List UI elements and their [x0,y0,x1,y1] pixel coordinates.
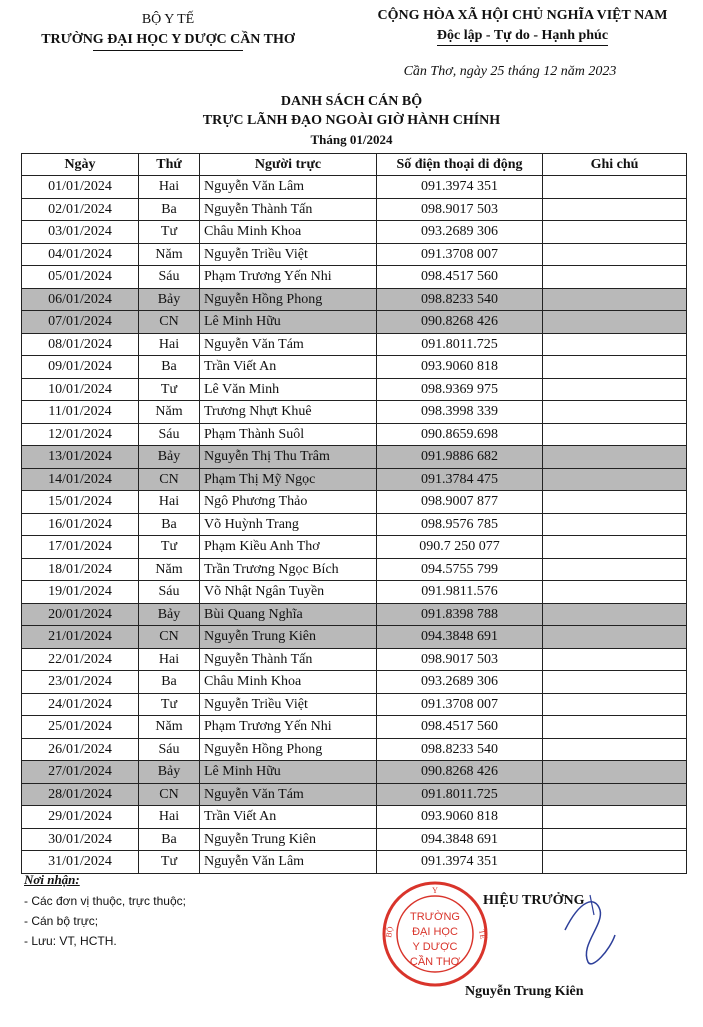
document-title: DANH SÁCH CÁN BỘ [280,94,423,109]
cell-weekday: Ba [139,828,200,851]
cell-phone: 091.3708 007 [377,243,543,266]
cell-person: Nguyễn Hồng Phong [200,288,377,311]
cell-weekday: Hai [139,333,200,356]
cell-date: 18/01/2024 [22,558,139,581]
issuer-block [18,12,318,51]
table-row [22,491,687,514]
cell-date: 30/01/2024 [22,828,139,851]
cell-phone: 098.9017 503 [377,648,543,671]
cell-weekday: Hai [139,176,200,199]
cell-note [543,513,687,536]
cell-person: Phạm Kiều Anh Thơ [200,536,377,559]
cell-date: 26/01/2024 [22,738,139,761]
cell-person: Lê Văn Minh [200,378,377,401]
cell-date: 24/01/2024 [22,693,139,716]
recipients-block [24,872,186,951]
cell-phone: 098.9017 503 [377,198,543,221]
national-motto: Độc lập - Tự do - Hạnh phúc [437,28,608,46]
cell-phone: 093.9060 818 [377,356,543,379]
cell-date: 11/01/2024 [22,401,139,424]
cell-date: 22/01/2024 [22,648,139,671]
cell-note [543,761,687,784]
cell-note [543,311,687,334]
cell-date: 20/01/2024 [22,603,139,626]
cell-date: 07/01/2024 [22,311,139,334]
table-row [22,243,687,266]
cell-note [543,558,687,581]
cell-date: 25/01/2024 [22,716,139,739]
cell-person: Châu Minh Khoa [200,671,377,694]
cell-date: 16/01/2024 [22,513,139,536]
cell-date: 28/01/2024 [22,783,139,806]
cell-person: Ngô Phương Thảo [200,491,377,514]
cell-phone: 093.2689 306 [377,221,543,244]
cell-weekday: Bảy [139,761,200,784]
table-row [22,221,687,244]
cell-person: Nguyễn Triều Việt [200,243,377,266]
cell-note [543,288,687,311]
nation-name: CỘNG HÒA XÃ HỘI CHỦ NGHĨA VIỆT NAM [377,8,668,23]
cell-phone: 090.8268 426 [377,761,543,784]
cell-date: 05/01/2024 [22,266,139,289]
table-row [22,693,687,716]
cell-weekday: Năm [139,558,200,581]
cell-person: Lê Minh Hữu [200,761,377,784]
ministry-name: BỘ Y TẾ [141,12,195,27]
cell-weekday: Ba [139,198,200,221]
seal-text-line: ĐẠI HỌC [412,926,458,938]
cell-note [543,176,687,199]
table-row [22,468,687,491]
cell-phone: 090.8268 426 [377,311,543,334]
cell-person: Nguyễn Trung Kiên [200,828,377,851]
cell-note [543,716,687,739]
cell-person: Nguyễn Văn Tám [200,333,377,356]
cell-weekday: Năm [139,243,200,266]
table-row [22,536,687,559]
cell-phone: 091.3974 351 [377,176,543,199]
cell-note [543,491,687,514]
cell-phone: 093.2689 306 [377,671,543,694]
duty-roster-table [21,153,687,874]
table-row [22,558,687,581]
cell-phone: 094.5755 799 [377,558,543,581]
table-row [22,288,687,311]
table-row [22,446,687,469]
cell-date: 13/01/2024 [22,446,139,469]
cell-weekday: Sáu [139,423,200,446]
cell-date: 27/01/2024 [22,761,139,784]
recipient-item: - Các đơn vị thuộc, trực thuộc; [24,894,186,908]
cell-phone: 091.9886 682 [377,446,543,469]
table-header-row [22,154,687,176]
cell-phone: 098.8233 540 [377,738,543,761]
cell-person: Nguyễn Văn Lâm [200,176,377,199]
cell-person: Phạm Thị Mỹ Ngọc [200,468,377,491]
cell-phone: 098.9576 785 [377,513,543,536]
cell-note [543,221,687,244]
cell-weekday: CN [139,783,200,806]
cell-weekday: Tư [139,851,200,874]
cell-note [543,626,687,649]
cell-weekday: Tư [139,693,200,716]
table-row [22,198,687,221]
cell-note [543,693,687,716]
cell-date: 03/01/2024 [22,221,139,244]
seal-ring-text: TẾ [477,928,488,940]
cell-person: Trần Viết An [200,356,377,379]
cell-person: Nguyễn Văn Lâm [200,851,377,874]
school-name: TRƯỜNG ĐẠI HỌC Y DƯỢC CẦN THƠ [41,32,295,47]
cell-note [543,581,687,604]
cell-person: Phạm Trương Yến Nhi [200,716,377,739]
cell-person: Phạm Trương Yến Nhi [200,266,377,289]
table-row [22,626,687,649]
cell-date: 21/01/2024 [22,626,139,649]
table-row [22,828,687,851]
cell-person: Võ Nhật Ngân Tuyền [200,581,377,604]
cell-weekday: Tư [139,221,200,244]
cell-phone: 093.9060 818 [377,806,543,829]
table-row [22,513,687,536]
cell-weekday: CN [139,311,200,334]
cell-person: Nguyễn Văn Tám [200,783,377,806]
cell-person: Bùi Quang Nghĩa [200,603,377,626]
cell-phone: 098.4517 560 [377,716,543,739]
col-header-date: Ngày [22,154,139,176]
table-row [22,176,687,199]
national-header [350,8,695,46]
cell-date: 02/01/2024 [22,198,139,221]
issue-date: Cần Thơ, ngày 25 tháng 12 năm 2023 [403,64,617,79]
cell-note [543,671,687,694]
cell-note [543,446,687,469]
col-header-weekday: Thứ [139,154,200,176]
cell-note [543,266,687,289]
table-row [22,603,687,626]
university-seal [381,880,489,988]
col-header-note: Ghi chú [543,154,687,176]
cell-date: 04/01/2024 [22,243,139,266]
table-row [22,423,687,446]
cell-person: Nguyễn Thành Tấn [200,648,377,671]
table-row [22,648,687,671]
col-header-person: Người trực [200,154,377,176]
cell-note [543,738,687,761]
cell-date: 19/01/2024 [22,581,139,604]
cell-date: 01/01/2024 [22,176,139,199]
cell-phone: 098.4517 560 [377,266,543,289]
cell-note [543,536,687,559]
cell-phone: 091.8011.725 [377,333,543,356]
recipient-item: - Lưu: VT, HCTH. [24,934,117,948]
cell-weekday: Hai [139,491,200,514]
cell-note [543,648,687,671]
cell-date: 12/01/2024 [22,423,139,446]
cell-note [543,603,687,626]
cell-date: 14/01/2024 [22,468,139,491]
cell-person: Nguyễn Thành Tấn [200,198,377,221]
table-row [22,311,687,334]
cell-person: Nguyễn Trung Kiên [200,626,377,649]
cell-weekday: CN [139,626,200,649]
seal-text-line: Y DƯỢC [412,941,458,953]
cell-phone: 091.3974 351 [377,851,543,874]
signatory-title: HIỆU TRƯỞNG [483,893,585,908]
cell-person: Nguyễn Thị Thu Trâm [200,446,377,469]
cell-date: 06/01/2024 [22,288,139,311]
cell-person: Trương Nhựt Khuê [200,401,377,424]
table-row [22,333,687,356]
cell-weekday: Sáu [139,581,200,604]
cell-note [543,783,687,806]
recipients-label: Nơi nhận: [24,872,80,887]
table-row [22,851,687,874]
cell-phone: 098.9007 877 [377,491,543,514]
cell-note [543,851,687,874]
table-body [22,176,687,874]
cell-person: Nguyễn Hồng Phong [200,738,377,761]
issuer-underline [93,50,243,51]
table-row [22,783,687,806]
seal-ring-text: BỘ [384,925,395,939]
cell-person: Trần Viết An [200,806,377,829]
document-month: Tháng 01/2024 [310,132,393,147]
cell-person: Trần Trương Ngọc Bích [200,558,377,581]
cell-phone: 098.9369 975 [377,378,543,401]
seal-text-line: CẦN THƠ [409,956,461,968]
table-row [22,356,687,379]
col-header-phone: Số điện thoại di động [377,154,543,176]
cell-note [543,243,687,266]
cell-person: Lê Minh Hữu [200,311,377,334]
cell-date: 10/01/2024 [22,378,139,401]
table-row [22,581,687,604]
seal-text-line: TRƯỜNG [410,911,460,923]
signatory-name: Nguyễn Trung Kiên [465,984,584,999]
cell-phone: 091.3708 007 [377,693,543,716]
cell-phone: 090.7 250 077 [377,536,543,559]
cell-phone: 090.8659.698 [377,423,543,446]
cell-date: 09/01/2024 [22,356,139,379]
table-row [22,738,687,761]
cell-phone: 094.3848 691 [377,828,543,851]
cell-date: 08/01/2024 [22,333,139,356]
cell-note [543,828,687,851]
cell-person: Võ Huỳnh Trang [200,513,377,536]
cell-weekday: Năm [139,401,200,424]
cell-note [543,356,687,379]
cell-note [543,468,687,491]
cell-date: 29/01/2024 [22,806,139,829]
cell-note [543,333,687,356]
cell-weekday: Năm [139,716,200,739]
cell-phone: 091.8398 788 [377,603,543,626]
cell-note [543,806,687,829]
cell-weekday: Hai [139,806,200,829]
cell-note [543,423,687,446]
cell-phone: 091.8011.725 [377,783,543,806]
cell-weekday: Ba [139,671,200,694]
cell-weekday: Bảy [139,288,200,311]
table-row [22,401,687,424]
cell-weekday: Ba [139,356,200,379]
cell-phone: 098.3998 339 [377,401,543,424]
cell-weekday: Bảy [139,603,200,626]
cell-weekday: Sáu [139,738,200,761]
cell-weekday: Tư [139,536,200,559]
cell-phone: 094.3848 691 [377,626,543,649]
cell-date: 23/01/2024 [22,671,139,694]
document-subtitle: TRỰC LÃNH ĐẠO NGOÀI GIỜ HÀNH CHÍNH [202,113,501,128]
cell-weekday: Bảy [139,446,200,469]
cell-weekday: CN [139,468,200,491]
table-row [22,716,687,739]
cell-note [543,401,687,424]
cell-weekday: Tư [139,378,200,401]
cell-phone: 091.3784 475 [377,468,543,491]
seal-ring-text: Y [432,886,438,895]
cell-phone: 091.9811.576 [377,581,543,604]
cell-weekday: Hai [139,648,200,671]
cell-date: 17/01/2024 [22,536,139,559]
cell-weekday: Sáu [139,266,200,289]
cell-phone: 098.8233 540 [377,288,543,311]
cell-note [543,378,687,401]
handwritten-signature [560,890,620,970]
cell-person: Nguyễn Triều Việt [200,693,377,716]
cell-weekday: Ba [139,513,200,536]
table-row [22,671,687,694]
table-row [22,266,687,289]
cell-date: 31/01/2024 [22,851,139,874]
table-row [22,806,687,829]
cell-person: Phạm Thành Suôl [200,423,377,446]
table-row [22,378,687,401]
cell-note [543,198,687,221]
cell-date: 15/01/2024 [22,491,139,514]
recipient-item: - Cán bộ trực; [24,914,99,928]
cell-person: Châu Minh Khoa [200,221,377,244]
table-row [22,761,687,784]
